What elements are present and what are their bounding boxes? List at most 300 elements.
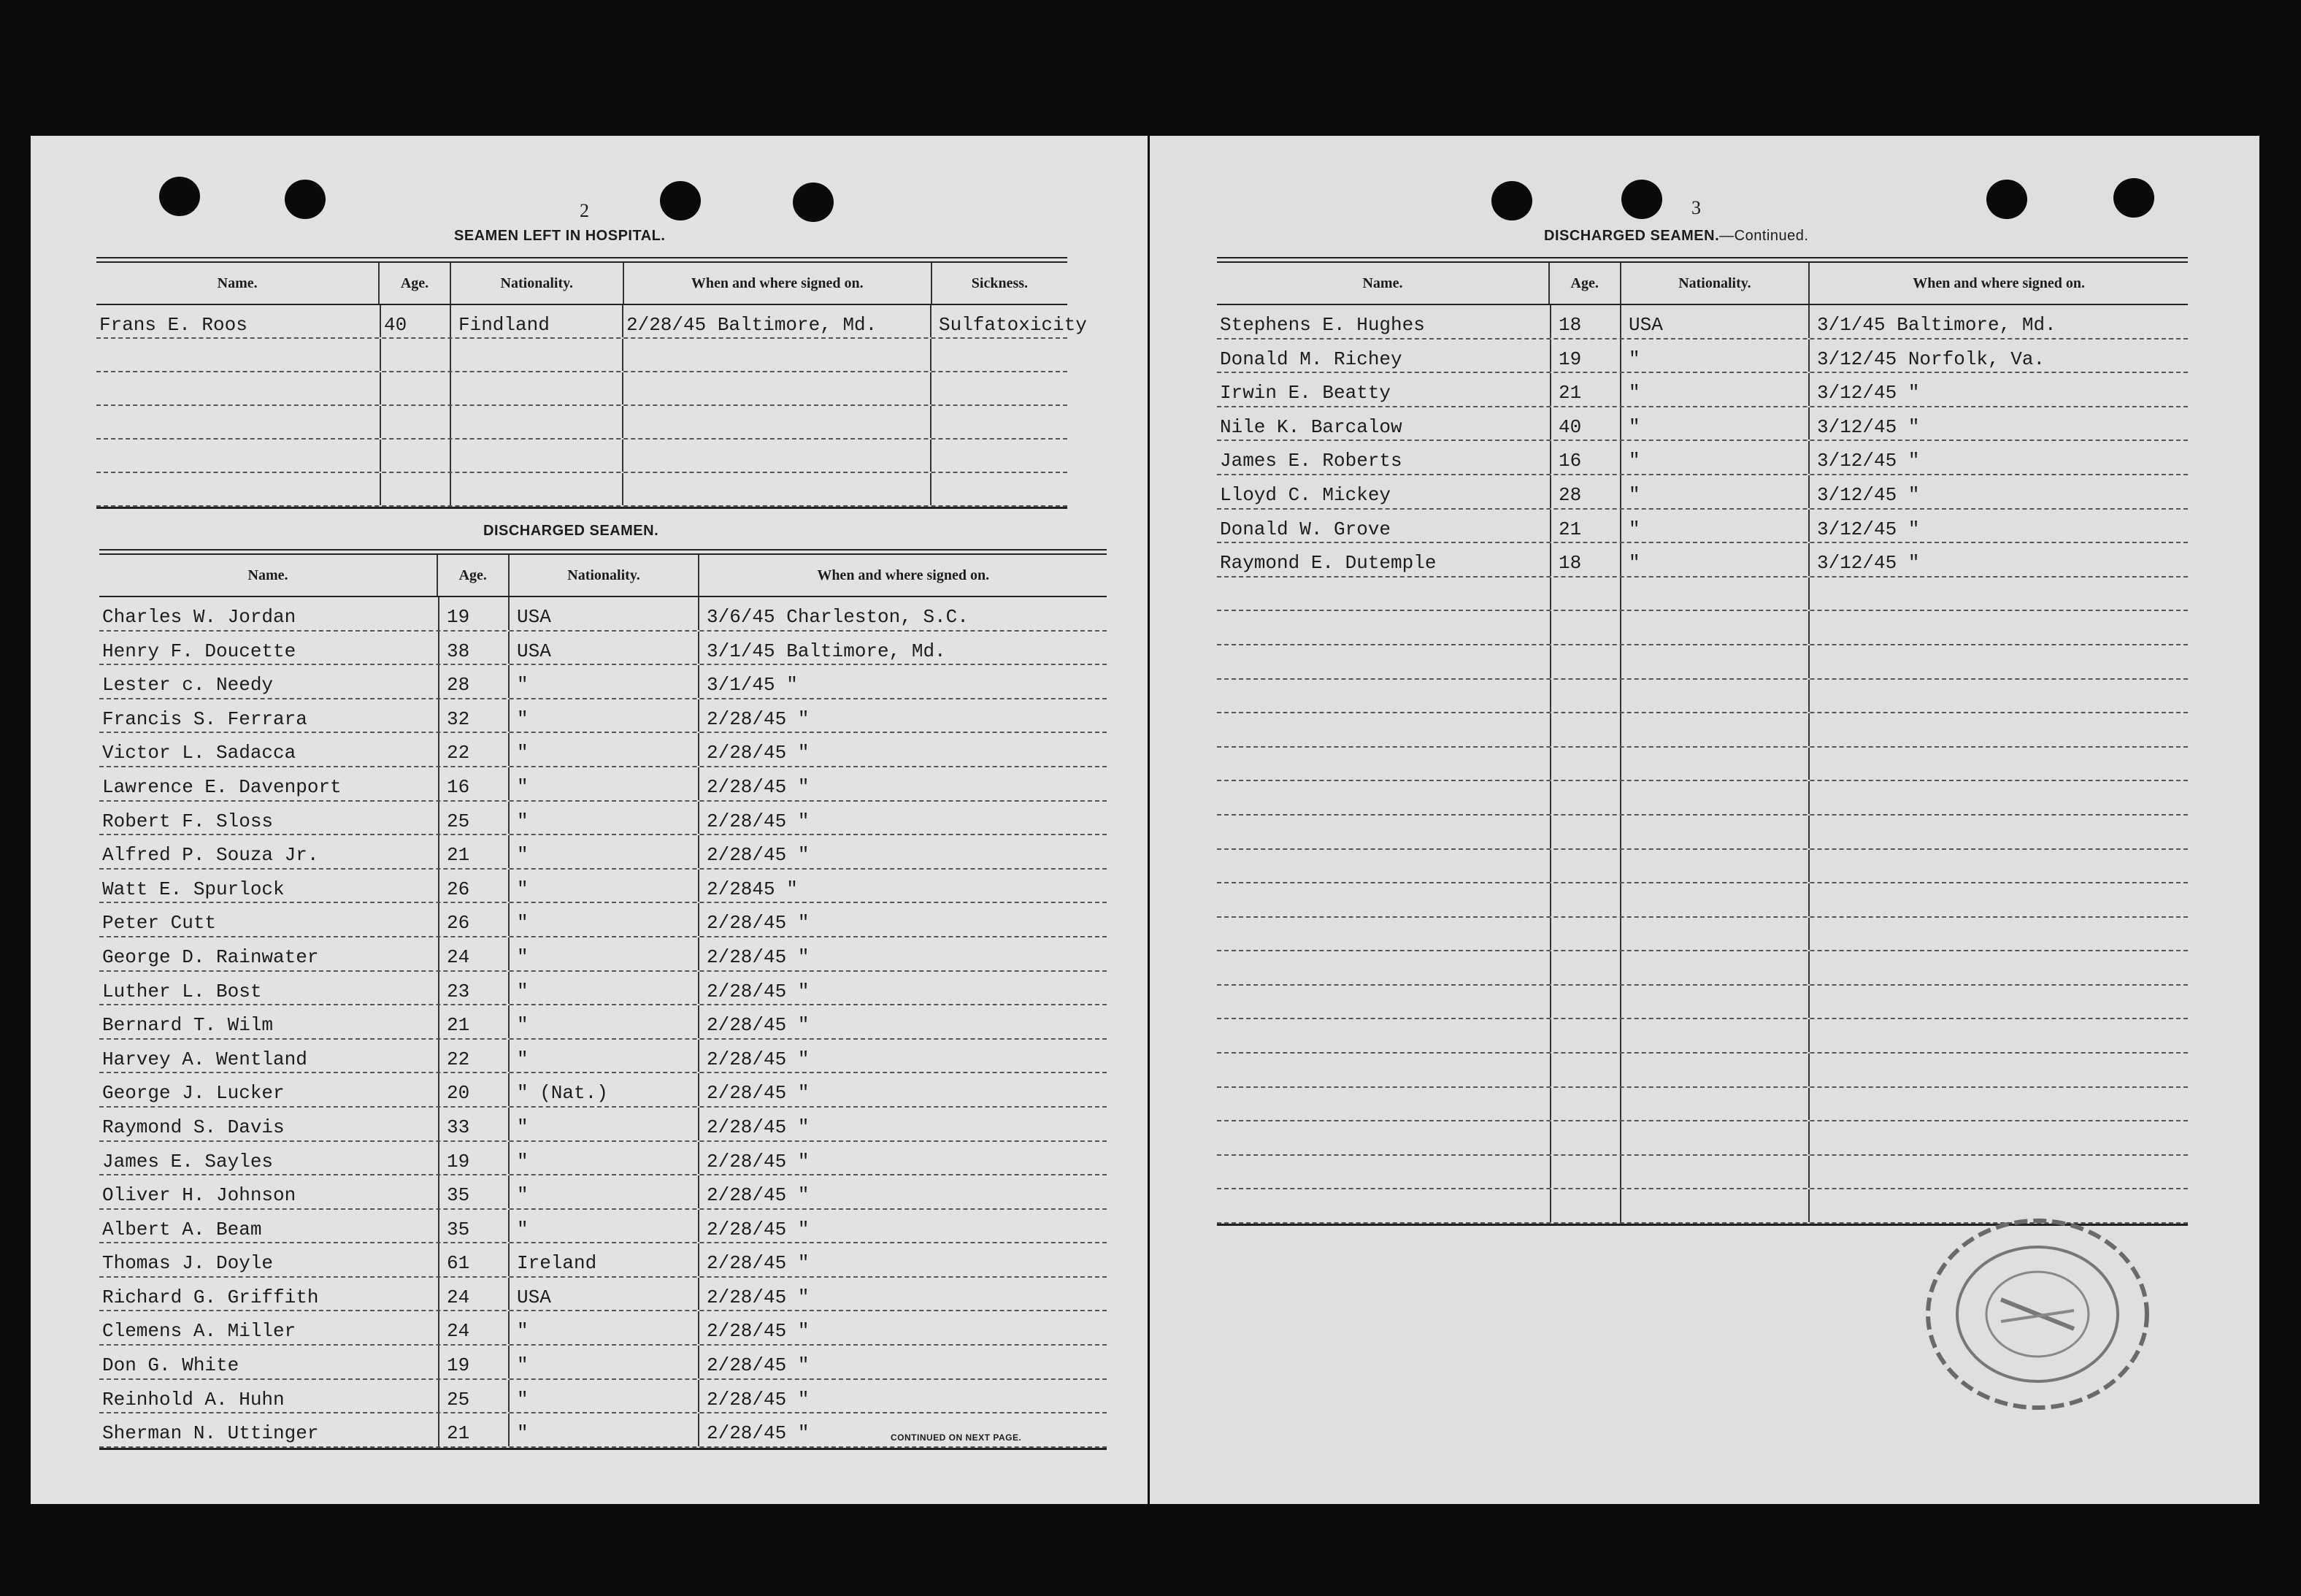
- table-row: [1217, 578, 2188, 612]
- cell-signed: 3/12/45 ": [1808, 543, 2188, 576]
- cell-age: 16: [438, 767, 508, 800]
- cell-signed: [1808, 713, 2188, 746]
- cell-nationality: [1620, 1156, 1808, 1189]
- header-name: Name.: [217, 275, 258, 291]
- table-bottom-rule: [96, 507, 1067, 509]
- cell-signed: [622, 473, 930, 505]
- header-signed-on: When and where signed on.: [623, 263, 931, 304]
- cell-age: [1550, 748, 1620, 780]
- table-row: [99, 835, 1107, 870]
- table-row: [1217, 1054, 2188, 1088]
- cell-nationality: ": [508, 1210, 698, 1243]
- cell-nationality: [1620, 1121, 1808, 1154]
- cell-name: [1217, 918, 1550, 951]
- cell-age: [1550, 986, 1620, 1018]
- table-row: [99, 1175, 1107, 1210]
- right-page: [1150, 136, 2259, 1504]
- cell-nationality: ": [508, 802, 698, 835]
- cell-age: 24: [438, 1278, 508, 1311]
- discharged-continued-header: [1217, 263, 2188, 305]
- cell-age: [1550, 850, 1620, 883]
- cell-nationality: [1620, 986, 1808, 1018]
- cell-nationality: ": [1620, 373, 1808, 406]
- cell-signed: 2/28/45 ": [698, 699, 1107, 732]
- cell-name: Lloyd C. Mickey: [1220, 483, 1391, 506]
- cell-name: [1217, 748, 1550, 780]
- cell-name: Nile K. Barcalow: [1220, 415, 1402, 438]
- cell-signed: 2/28/45 ": [698, 733, 1107, 766]
- cell-nationality: ": [1620, 407, 1808, 440]
- discharged-table-header: [99, 555, 1107, 597]
- cell-age: [1550, 578, 1620, 610]
- cell-signed: 2/28/45 ": [698, 1243, 1107, 1276]
- table-row: [1217, 407, 2188, 442]
- cell-name: Robert F. Sloss: [102, 810, 274, 832]
- cell-signed: 2/2845 ": [698, 870, 1107, 902]
- table-row: [1217, 1121, 2188, 1156]
- cell-nationality: ": [1620, 543, 1808, 576]
- cell-name: [96, 440, 380, 472]
- cell-nationality: [1620, 713, 1808, 746]
- cell-age: 32: [438, 699, 508, 732]
- discharged-continued-table: [1217, 257, 2188, 1226]
- cell-name: Donald M. Richey: [1220, 348, 1402, 370]
- cell-age: [1550, 816, 1620, 848]
- cell-age: 19: [438, 1142, 508, 1175]
- cell-nationality: [1620, 680, 1808, 713]
- cell-nationality: [450, 440, 622, 472]
- cell-age: 21: [438, 1005, 508, 1038]
- cell-signed: 2/28/45 ": [698, 1073, 1107, 1106]
- cell-age: [1550, 645, 1620, 678]
- table-row: [1217, 645, 2188, 680]
- cell-name: [1217, 883, 1550, 916]
- cell-signed: 3/12/45 Norfolk, Va.: [1808, 339, 2188, 372]
- double-rule: [99, 549, 1107, 555]
- cell-signed: 2/28/45 ": [698, 1175, 1107, 1208]
- cell-name: Thomas J. Doyle: [102, 1252, 274, 1275]
- cell-name: [1217, 1189, 1550, 1222]
- cell-name: Harvey A. Wentland: [102, 1048, 307, 1070]
- cell-signed: 3/1/45 ": [698, 665, 1107, 698]
- cell-nationality: ": [508, 1142, 698, 1175]
- cell-signed: [1808, 918, 2188, 951]
- cell-nationality: ": [508, 937, 698, 970]
- cell-name: Sherman N. Uttinger: [102, 1422, 319, 1445]
- cell-age: 19: [438, 597, 508, 630]
- cell-age: 18: [1550, 305, 1620, 338]
- cell-nationality: [450, 473, 622, 505]
- cell-name: [96, 406, 380, 438]
- cell-nationality: ": [508, 972, 698, 1005]
- cell-age: [1550, 1156, 1620, 1189]
- cell-age: [1550, 1189, 1620, 1222]
- punch-hole: [1491, 181, 1532, 220]
- table-row: [99, 1142, 1107, 1176]
- cell-nationality: " (Nat.): [508, 1073, 698, 1106]
- cell-name: [1217, 781, 1550, 814]
- cell-age: 21: [438, 835, 508, 868]
- table-row: [1217, 883, 2188, 918]
- table-row: [96, 305, 1087, 339]
- cell-signed: [1808, 680, 2188, 713]
- cell-signed: [1808, 850, 2188, 883]
- left-page: [31, 136, 1148, 1504]
- cell-signed: [1808, 986, 2188, 1018]
- cell-nationality: Findland: [450, 305, 622, 337]
- cell-nationality: ": [508, 1040, 698, 1073]
- cell-nationality: [1620, 1019, 1808, 1052]
- cell-name: Oliver H. Johnson: [102, 1184, 296, 1207]
- header-name: Name.: [247, 567, 288, 583]
- cell-name: [1217, 645, 1550, 678]
- table-row: [99, 972, 1107, 1006]
- punch-hole: [159, 177, 200, 216]
- cell-nationality: [1620, 918, 1808, 951]
- table-row: [1217, 713, 2188, 748]
- cell-age: 33: [438, 1108, 508, 1140]
- cell-signed: 3/1/45 Baltimore, Md.: [1808, 305, 2188, 338]
- table-row: [1217, 850, 2188, 884]
- cell-nationality: [1620, 951, 1808, 984]
- cell-name: [1217, 1054, 1550, 1086]
- cell-name: [1217, 611, 1550, 644]
- cell-name: Bernard T. Wilm: [102, 1014, 274, 1037]
- header-age: Age.: [1548, 263, 1620, 304]
- cell-nationality: ": [508, 870, 698, 902]
- header-nationality: Nationality.: [1620, 263, 1809, 304]
- cell-signed: [1808, 748, 2188, 780]
- cell-age: [1550, 1019, 1620, 1052]
- cell-sickness: [930, 372, 1066, 404]
- cell-nationality: [1620, 850, 1808, 883]
- cell-sickness: Sulfatoxicity: [930, 305, 1066, 337]
- cell-nationality: [1620, 1189, 1808, 1222]
- table-row: [99, 1311, 1107, 1346]
- cell-name: [96, 473, 380, 505]
- discharged-rows: [99, 597, 1107, 1448]
- cell-name: George J. Lucker: [102, 1082, 285, 1105]
- cell-age: 26: [438, 870, 508, 902]
- cell-signed: [1808, 578, 2188, 610]
- cell-nationality: ": [1620, 475, 1808, 508]
- cell-age: 22: [438, 733, 508, 766]
- cell-signed: [1808, 1156, 2188, 1189]
- cell-age: 38: [438, 632, 508, 664]
- discharged-section-title: DISCHARGED SEAMEN.: [483, 523, 659, 539]
- table-row: [99, 1278, 1107, 1312]
- header-age: Age.: [437, 555, 508, 596]
- cell-name: Irwin E. Beatty: [1220, 382, 1391, 404]
- table-row: [1217, 748, 2188, 782]
- cell-signed: 2/28/45 Baltimore, Md.: [622, 305, 930, 337]
- cell-nationality: USA: [508, 597, 698, 630]
- table-row: [1217, 781, 2188, 816]
- inspection-stamp: [1921, 1212, 2154, 1416]
- cell-signed: 2/28/45 ": [698, 937, 1107, 970]
- table-row: [99, 1040, 1107, 1074]
- table-row: [1217, 510, 2188, 544]
- table-row: [96, 473, 1067, 507]
- table-row: [1217, 986, 2188, 1020]
- cell-age: 21: [1550, 373, 1620, 406]
- cell-signed: 2/28/45 ": [698, 972, 1107, 1005]
- punch-hole: [1986, 180, 2027, 219]
- hospital-table-header: [96, 263, 1067, 305]
- cell-nationality: ": [508, 699, 698, 732]
- cell-name: Victor L. Sadacca: [102, 742, 296, 764]
- discharged-continued-rows: [1217, 305, 2188, 1224]
- table-row: [1217, 339, 2188, 374]
- cell-signed: 2/28/45 ": [698, 767, 1107, 800]
- cell-nationality: [1620, 748, 1808, 780]
- cell-age: 24: [438, 1311, 508, 1344]
- cell-signed: 3/6/45 Charleston, S.C.: [698, 597, 1107, 630]
- cell-name: Raymond E. Dutemple: [1220, 552, 1437, 575]
- cell-nationality: [1620, 781, 1808, 814]
- cell-sickness: [930, 473, 1066, 505]
- cell-name: Lester c. Needy: [102, 674, 274, 697]
- cell-age: [380, 406, 450, 438]
- cell-age: [1550, 781, 1620, 814]
- hospital-table: [96, 257, 1087, 509]
- cell-nationality: ": [508, 1380, 698, 1413]
- table-row: [1217, 1156, 2188, 1190]
- table-row: [99, 1210, 1107, 1244]
- cell-name: Raymond S. Davis: [102, 1116, 285, 1138]
- cell-nationality: [1620, 578, 1808, 610]
- cell-name: Clemens A. Miller: [102, 1320, 296, 1343]
- table-row: [99, 1243, 1107, 1278]
- header-signed-on: When and where signed on.: [698, 555, 1107, 596]
- hospital-section-title: SEAMEN LEFT IN HOSPITAL.: [454, 228, 666, 244]
- cell-name: [1217, 578, 1550, 610]
- cell-nationality: USA: [508, 1278, 698, 1311]
- continued-note: CONTINUED ON NEXT PAGE.: [891, 1432, 1022, 1443]
- cell-age: 40: [1550, 407, 1620, 440]
- cell-name: Albert A. Beam: [102, 1218, 262, 1240]
- cell-age: [380, 372, 450, 404]
- table-row: [99, 767, 1107, 802]
- cell-signed: 3/12/45 ": [1808, 510, 2188, 542]
- cell-signed: [1808, 611, 2188, 644]
- cell-name: James E. Sayles: [102, 1150, 274, 1173]
- cell-signed: [1808, 1054, 2188, 1086]
- table-row: [96, 339, 1067, 372]
- table-row: [99, 1346, 1107, 1380]
- cell-age: [1550, 918, 1620, 951]
- cell-age: [1550, 611, 1620, 644]
- cell-age: 19: [1550, 339, 1620, 372]
- cell-nationality: [450, 339, 622, 371]
- cell-sickness: [930, 440, 1066, 472]
- table-row: [99, 665, 1107, 699]
- cell-signed: 2/28/45 ": [698, 1311, 1107, 1344]
- cell-signed: 3/12/45 ": [1808, 441, 2188, 474]
- punch-hole: [2113, 178, 2154, 218]
- cell-age: [380, 440, 450, 472]
- header-name: Name.: [1362, 275, 1403, 291]
- cell-age: [1550, 951, 1620, 984]
- table-row: [96, 372, 1067, 406]
- cell-nationality: USA: [508, 632, 698, 664]
- table-row: [99, 1380, 1107, 1414]
- table-row: [1217, 816, 2188, 850]
- cell-signed: [1808, 816, 2188, 848]
- cell-nationality: [1620, 611, 1808, 644]
- header-age: Age.: [378, 263, 450, 304]
- table-row: [99, 903, 1107, 937]
- header-nationality: Nationality.: [508, 555, 699, 596]
- cell-name: [96, 339, 380, 371]
- cell-age: 24: [438, 937, 508, 970]
- cell-name: [1217, 850, 1550, 883]
- page-number: 3: [1691, 197, 1701, 218]
- cell-name: [1217, 951, 1550, 984]
- table-row: [1217, 1088, 2188, 1122]
- cell-name: [1217, 1019, 1550, 1052]
- cell-age: 20: [438, 1073, 508, 1106]
- table-row: [99, 802, 1107, 836]
- cell-nationality: ": [1620, 510, 1808, 542]
- cell-age: [1550, 680, 1620, 713]
- cell-signed: 3/1/45 Baltimore, Md.: [698, 632, 1107, 664]
- cell-nationality: ": [508, 1108, 698, 1140]
- cell-signed: [622, 406, 930, 438]
- table-row: [1217, 373, 2188, 407]
- cell-signed: 2/28/45 ": [698, 1346, 1107, 1378]
- cell-age: 21: [1550, 510, 1620, 542]
- cell-nationality: ": [508, 1175, 698, 1208]
- cell-age: 35: [438, 1175, 508, 1208]
- table-row: [1217, 543, 2188, 578]
- cell-nationality: ": [508, 665, 698, 698]
- cell-nationality: ": [508, 1005, 698, 1038]
- cell-nationality: [1620, 1088, 1808, 1121]
- punch-hole: [793, 183, 834, 222]
- cell-name: [1217, 1088, 1550, 1121]
- cell-nationality: ": [508, 1413, 698, 1446]
- table-row: [99, 699, 1107, 734]
- cell-age: 28: [438, 665, 508, 698]
- cell-name: [96, 372, 380, 404]
- cell-sickness: [930, 339, 1066, 371]
- cell-nationality: [1620, 816, 1808, 848]
- cell-signed: 2/28/45 ": [698, 903, 1107, 936]
- cell-name: Stephens E. Hughes: [1220, 314, 1425, 336]
- cell-name: Reinhold A. Huhn: [102, 1388, 285, 1411]
- cell-age: 40: [380, 305, 450, 337]
- cell-name: [1217, 713, 1550, 746]
- cell-signed: 2/28/45 ": [698, 835, 1107, 868]
- cell-signed: 3/12/45 ": [1808, 373, 2188, 406]
- cell-name: Henry F. Doucette: [102, 640, 296, 662]
- table-row: [96, 440, 1067, 473]
- cell-name: Don G. White: [102, 1354, 239, 1377]
- cell-name: Francis S. Ferrara: [102, 707, 307, 730]
- table-row: [99, 1005, 1107, 1040]
- cell-signed: 2/28/45 ": [698, 1005, 1107, 1038]
- cell-age: 21: [438, 1413, 508, 1446]
- header-nationality: Nationality.: [450, 263, 623, 304]
- punch-hole: [660, 181, 701, 220]
- cell-signed: 2/28/45 ": [698, 802, 1107, 835]
- cell-age: 18: [1550, 543, 1620, 576]
- cell-signed: 3/12/45 ": [1808, 407, 2188, 440]
- cell-age: [1550, 713, 1620, 746]
- cell-signed: [1808, 1121, 2188, 1154]
- punch-hole: [285, 180, 326, 219]
- table-row: [1217, 1019, 2188, 1054]
- cell-name: [1217, 680, 1550, 713]
- table-row: [1217, 441, 2188, 475]
- table-row: [1217, 680, 2188, 714]
- cell-name: [1217, 816, 1550, 848]
- cell-name: Frans E. Roos: [99, 314, 247, 336]
- table-row: [99, 870, 1107, 904]
- cell-name: [1217, 1156, 1550, 1189]
- cell-sickness: [930, 406, 1066, 438]
- double-rule: [1217, 257, 2188, 263]
- cell-nationality: ": [508, 1311, 698, 1344]
- table-row: [1217, 951, 2188, 986]
- cell-name: James E. Roberts: [1220, 450, 1402, 472]
- table-bottom-rule: [99, 1448, 1107, 1450]
- cell-name: Peter Cutt: [102, 912, 217, 935]
- cell-age: 16: [1550, 441, 1620, 474]
- cell-nationality: ": [508, 835, 698, 868]
- cell-nationality: [1620, 1054, 1808, 1086]
- cell-nationality: Ireland: [508, 1243, 698, 1276]
- cell-age: [1550, 1054, 1620, 1086]
- double-rule: [96, 257, 1067, 263]
- cell-signed: 2/28/45 ": [698, 1142, 1107, 1175]
- cell-signed: [1808, 781, 2188, 814]
- cell-age: 35: [438, 1210, 508, 1243]
- cell-signed: 2/28/45 ": [698, 1413, 1107, 1446]
- table-row: [1217, 305, 2188, 339]
- table-row: [1217, 918, 2188, 952]
- cell-name: Lawrence E. Davenport: [102, 775, 342, 798]
- header-sickness: Sickness.: [931, 263, 1067, 304]
- table-row: [1217, 611, 2188, 645]
- cell-nationality: USA: [1620, 305, 1808, 338]
- cell-signed: [622, 372, 930, 404]
- cell-nationality: [450, 372, 622, 404]
- table-row: [1217, 475, 2188, 510]
- cell-nationality: ": [1620, 339, 1808, 372]
- table-row: [96, 406, 1067, 440]
- cell-signed: 2/28/45 ": [698, 1210, 1107, 1243]
- cell-signed: [1808, 1088, 2188, 1121]
- cell-age: [380, 339, 450, 371]
- cell-age: [1550, 1088, 1620, 1121]
- cell-name: George D. Rainwater: [102, 945, 319, 968]
- cell-nationality: ": [1620, 441, 1808, 474]
- table-row: [99, 1108, 1107, 1142]
- cell-signed: 2/28/45 ": [698, 1278, 1107, 1311]
- cell-name: Luther L. Bost: [102, 980, 262, 1002]
- cell-signed: [622, 339, 930, 371]
- cell-signed: 3/12/45 ": [1808, 475, 2188, 508]
- cell-signed: 2/28/45 ": [698, 1108, 1107, 1140]
- cell-age: [380, 473, 450, 505]
- table-row: [99, 937, 1107, 972]
- cell-age: 25: [438, 1380, 508, 1413]
- punch-hole: [1621, 180, 1662, 219]
- page-number: 2: [580, 200, 589, 221]
- cell-nationality: [1620, 883, 1808, 916]
